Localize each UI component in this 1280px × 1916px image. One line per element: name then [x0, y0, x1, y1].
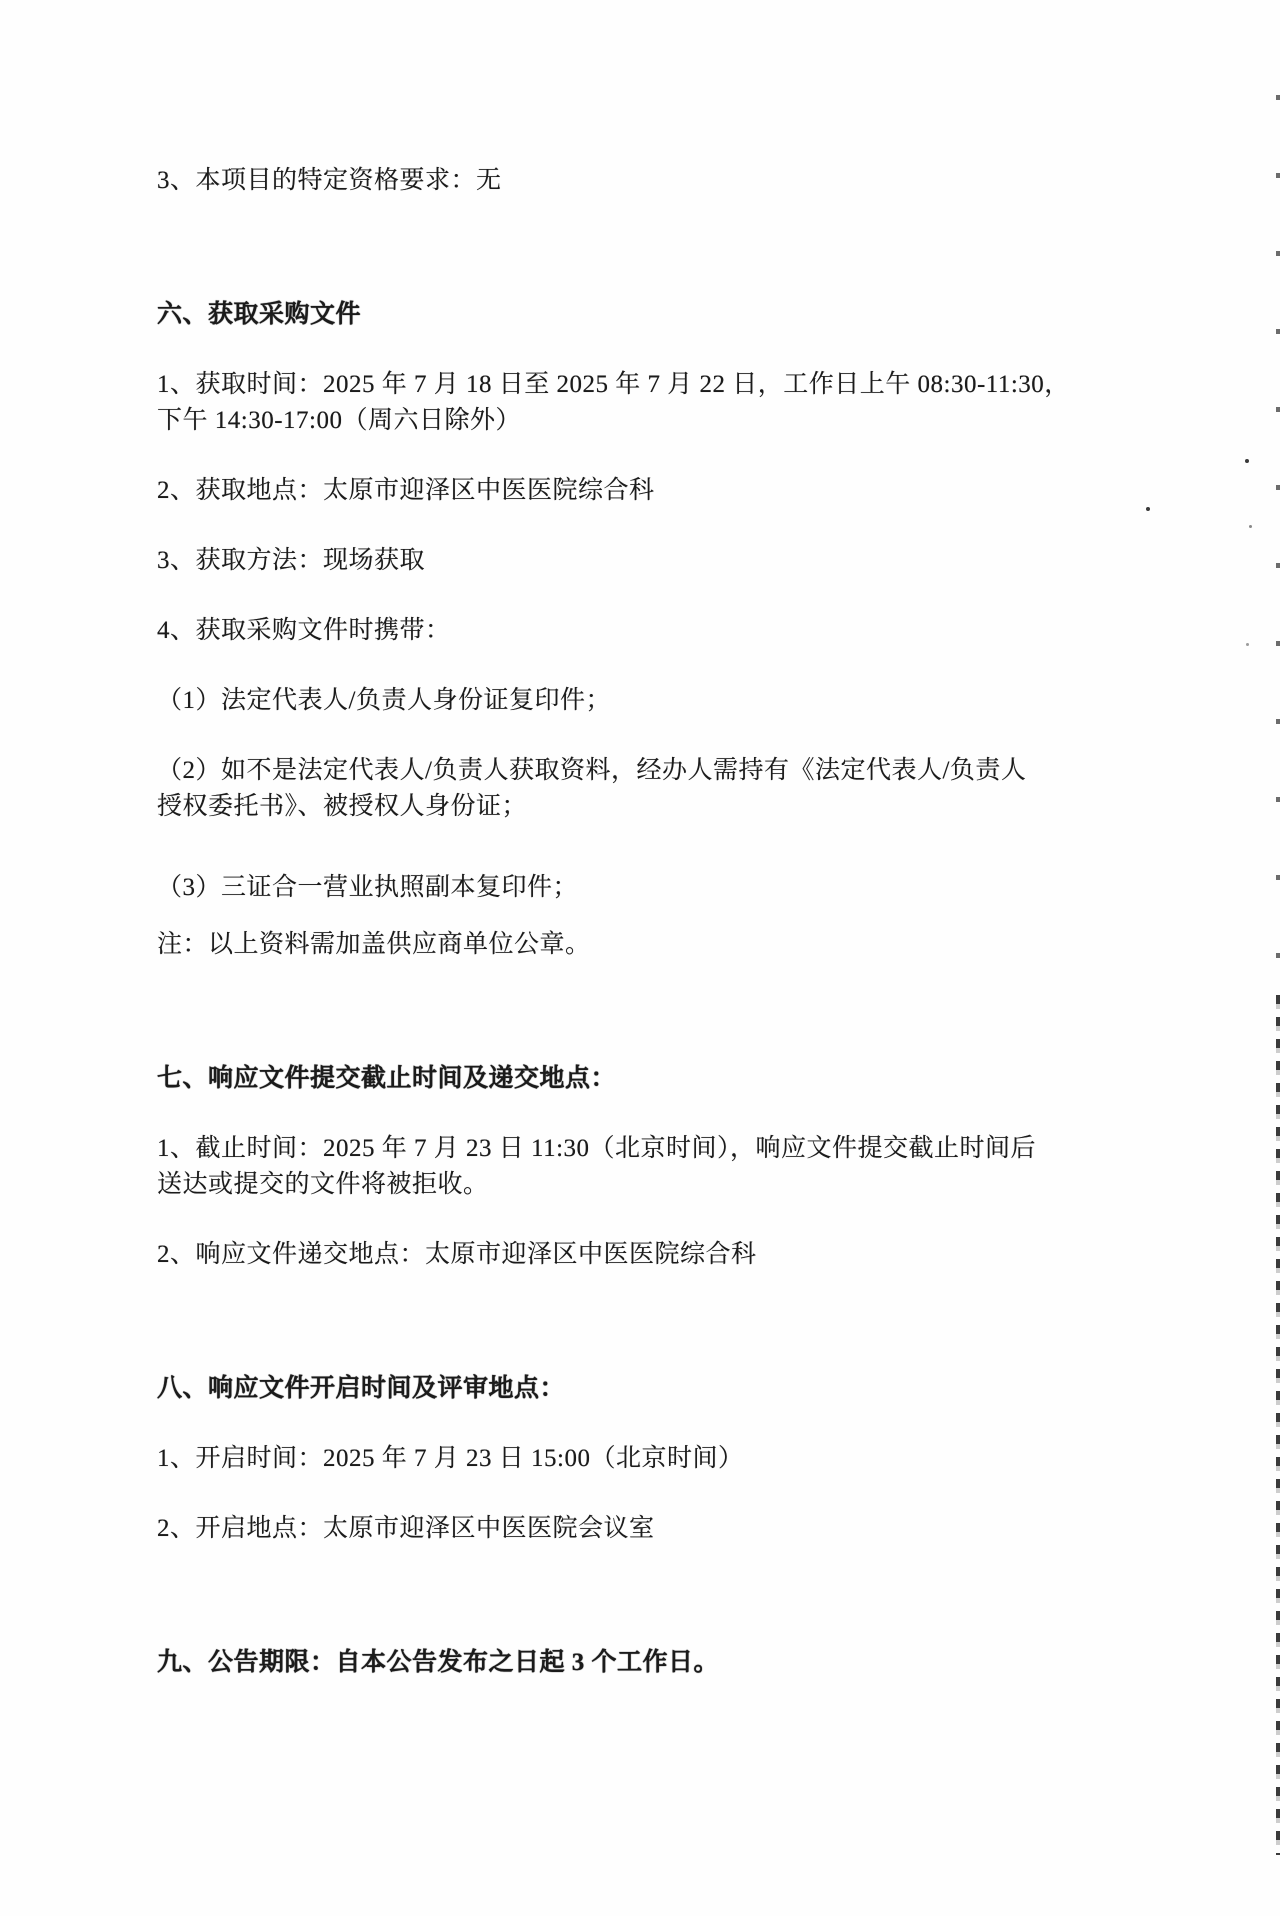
- scan-edge-artifact-top: [1276, 95, 1280, 995]
- para-submission-location: 2、响应文件递交地点：太原市迎泽区中医医院综合科: [157, 1241, 757, 1268]
- para-opening-time: 1、开启时间：2025 年 7 月 23 日 15:00（北京时间）: [157, 1445, 744, 1472]
- para-item-1-id-copy: （1）法定代表人/负责人身份证复印件；: [157, 687, 611, 714]
- para-obtain-bring-items: 4、获取采购文件时携带：: [157, 617, 451, 644]
- scan-edge-artifact-bottom: [1276, 995, 1280, 1855]
- para-obtain-method: 3、获取方法：现场获取: [157, 547, 426, 574]
- para-item-2-authorization-line1: （2）如不是法定代表人/负责人获取资料，经办人需持有《法定代表人/负责人: [157, 757, 1027, 784]
- para-deadline-time-line1: 1、截止时间：2025 年 7 月 23 日 11:30（北京时间），响应文件提交截止时间后: [157, 1135, 1037, 1162]
- para-note-official-seal: 注：以上资料需加盖供应商单位公章。: [157, 931, 591, 958]
- heading-section-7-submission-deadline: 七、响应文件提交截止时间及递交地点：: [157, 1065, 617, 1092]
- para-deadline-time-line2: 送达或提交的文件将被拒收。: [157, 1171, 489, 1198]
- para-item-2-authorization-line2: 授权委托书》、被授权人身份证；: [157, 793, 528, 820]
- document-text-block: [157, 167, 1117, 1676]
- scan-speck: [1246, 643, 1249, 646]
- scan-speck: [1245, 459, 1249, 463]
- scan-speck: [1146, 507, 1150, 511]
- para-obtain-time-line1: 1、获取时间：2025 年 7 月 18 日至 2025 年 7 月 22 日，工作日上午 08:30-11:30，: [157, 371, 1070, 398]
- para-obtain-time-line2: 下午 14:30-17:00（周六日除外）: [157, 407, 521, 434]
- para-specific-qualification: 3、本项目的特定资格要求：无: [157, 167, 502, 194]
- para-obtain-location: 2、获取地点：太原市迎泽区中医医院综合科: [157, 477, 655, 504]
- heading-section-8-opening-time: 八、响应文件开启时间及评审地点：: [157, 1375, 566, 1402]
- heading-section-6-obtain-documents: 六、获取采购文件: [157, 301, 362, 328]
- para-item-3-business-license: （3）三证合一营业执照副本复印件；: [157, 874, 579, 901]
- para-opening-location: 2、开启地点：太原市迎泽区中医医院会议室: [157, 1515, 655, 1542]
- scan-speck: [1249, 525, 1252, 528]
- heading-section-9-announcement-period: 九、公告期限：自本公告发布之日起 3 个工作日。: [157, 1649, 720, 1676]
